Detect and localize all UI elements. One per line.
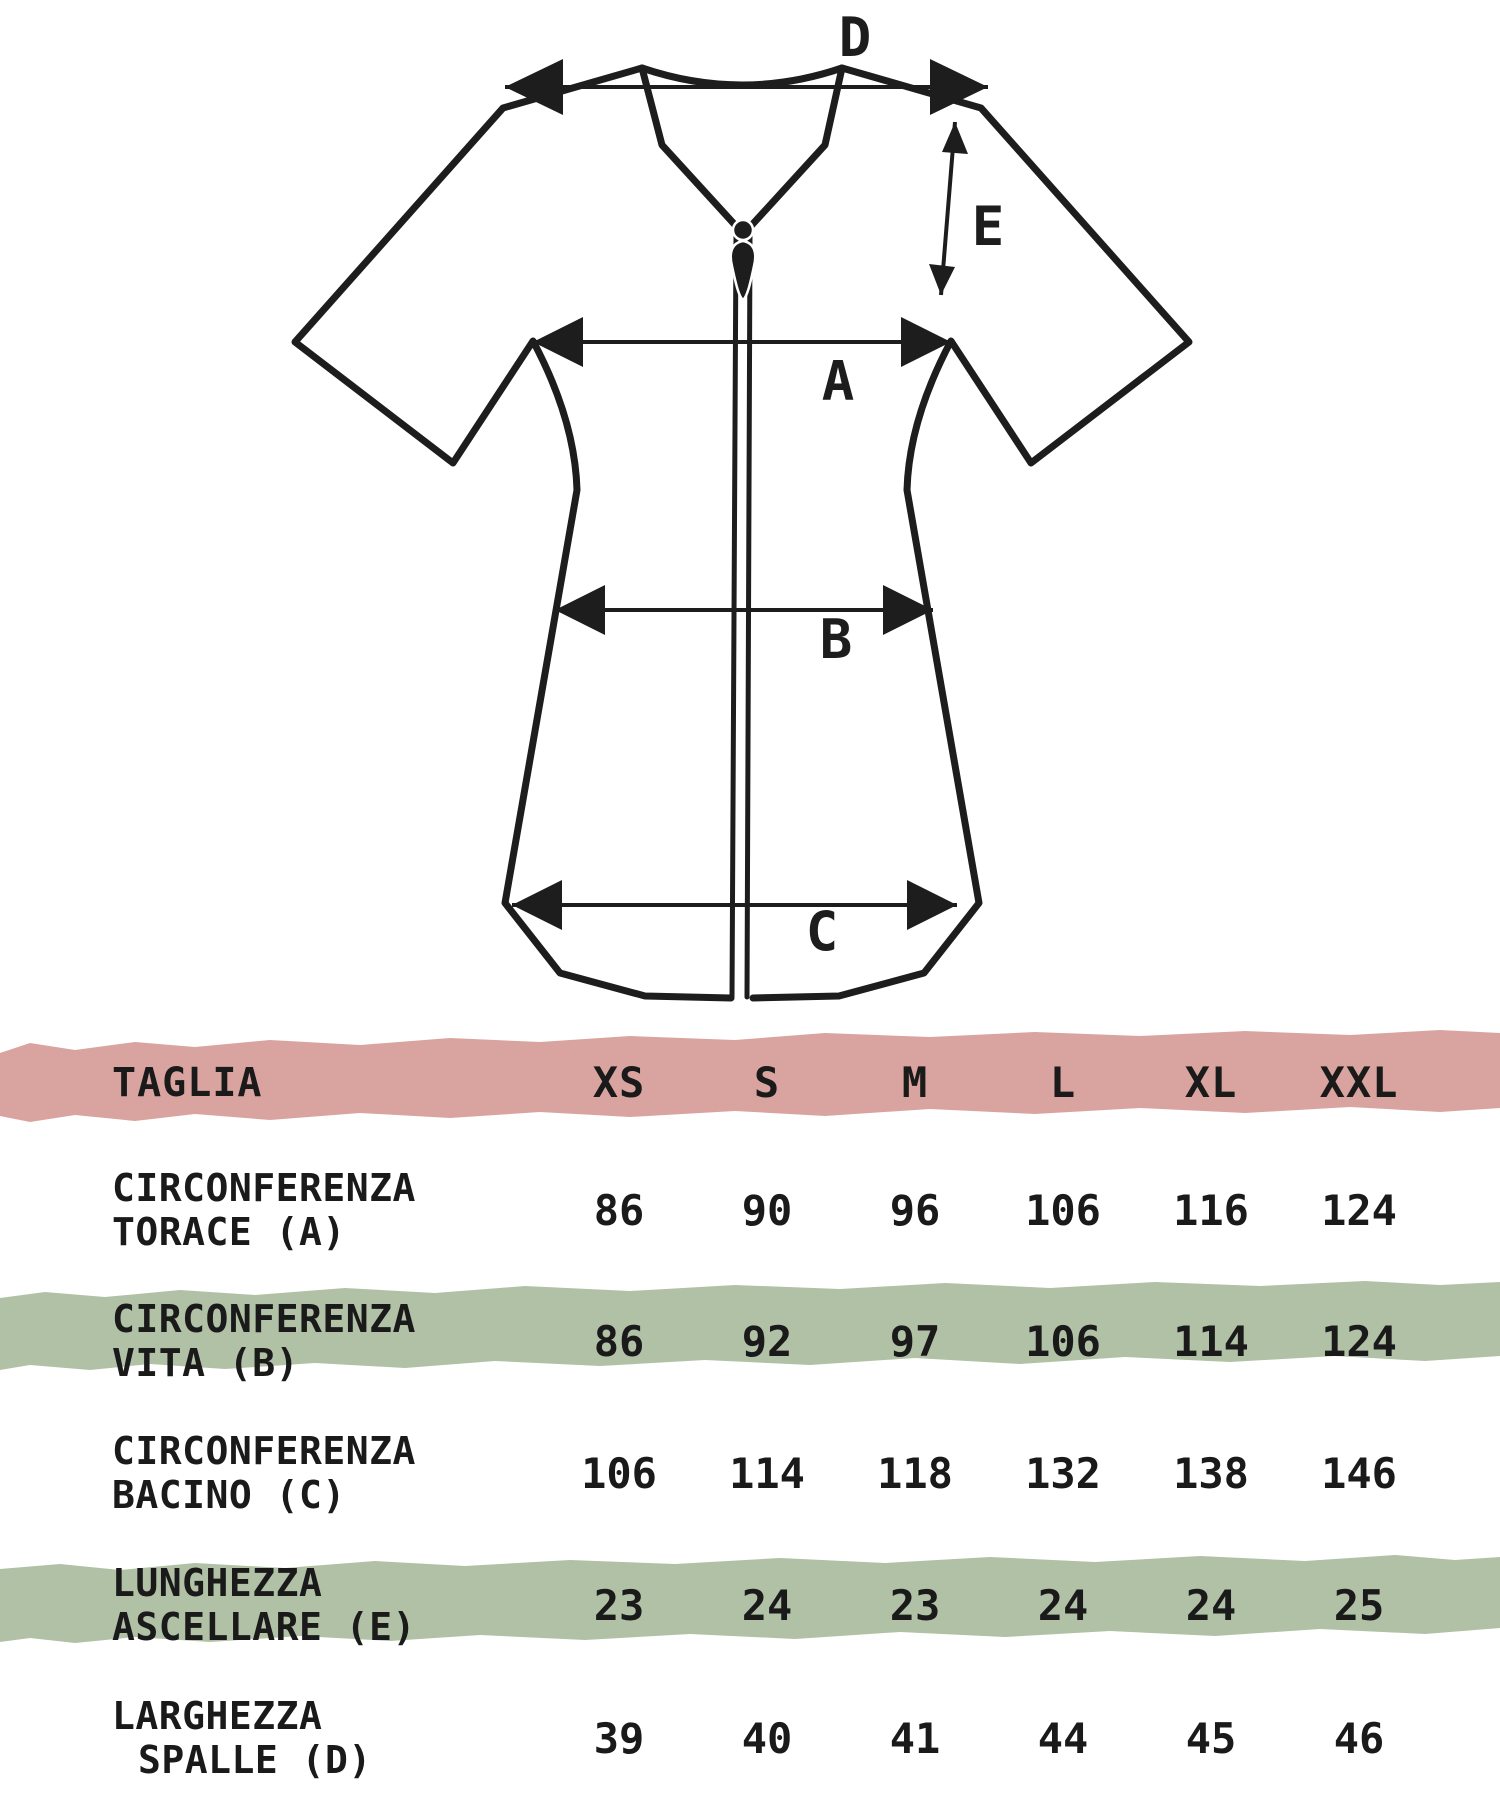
dim-label-c: C	[805, 900, 839, 963]
value-cell: 97	[889, 1316, 941, 1366]
value-cell: 45	[1185, 1713, 1237, 1763]
row-label	[0, 1166, 545, 1254]
row-label-line2: VITA (B)	[112, 1341, 300, 1385]
value-cell: 118	[877, 1448, 953, 1498]
row-label-line2: ASCELLARE (E)	[112, 1605, 416, 1649]
value-cell: 138	[1173, 1448, 1249, 1498]
value-cell: 146	[1321, 1448, 1397, 1498]
value-cell: 86	[593, 1185, 645, 1235]
size-header-xs: XS	[592, 1058, 646, 1107]
value-cell: 39	[593, 1713, 645, 1763]
row-label	[0, 1694, 545, 1782]
table-row-underarm	[0, 1550, 1500, 1660]
arrowhead-up-icon	[942, 122, 968, 154]
value-cell: 46	[1333, 1713, 1385, 1763]
row-label-line2: BACINO (C)	[112, 1473, 346, 1517]
value-cell: 24	[1185, 1580, 1237, 1630]
value-cell: 124	[1321, 1185, 1397, 1235]
row-label-line1: CIRCONFERENZA	[112, 1429, 416, 1473]
zipper-slider-icon	[733, 220, 753, 240]
table-row-shoulder	[0, 1683, 1500, 1793]
value-cell: 114	[1173, 1316, 1249, 1366]
dim-label-d: D	[838, 6, 872, 69]
garment-vneck-left	[642, 68, 736, 226]
garment-left-outline	[295, 68, 731, 998]
zipper-left-line	[732, 236, 736, 997]
size-header-m: M	[901, 1058, 929, 1107]
value-cell: 124	[1321, 1316, 1397, 1366]
arrowhead-right-icon	[907, 880, 957, 930]
value-cell: 106	[1025, 1316, 1101, 1366]
size-header-l: L	[1049, 1058, 1077, 1107]
table-row-chest	[0, 1155, 1500, 1265]
value-cell: 23	[593, 1580, 645, 1630]
row-label	[0, 1561, 545, 1649]
table-row-waist	[0, 1286, 1500, 1396]
row-label-line1: LARGHEZZA	[112, 1694, 323, 1738]
value-cell: 106	[1025, 1185, 1101, 1235]
value-cell: 114	[729, 1448, 805, 1498]
value-cell: 24	[1037, 1580, 1089, 1630]
table-row-hip	[0, 1418, 1500, 1528]
garment-vneck-right	[750, 68, 842, 227]
value-cell: 44	[1037, 1713, 1089, 1763]
value-cell: 96	[889, 1185, 941, 1235]
zipper-right-line	[747, 236, 750, 997]
row-label-line1: CIRCONFERENZA	[112, 1166, 416, 1210]
value-cell: 116	[1173, 1185, 1249, 1235]
garment-back-neckline	[642, 68, 842, 85]
row-label-line1: LUNGHEZZA	[112, 1561, 323, 1605]
row-label	[0, 1297, 545, 1385]
table-header-row	[0, 1040, 1500, 1125]
size-header-xl: XL	[1184, 1058, 1238, 1107]
value-cell: 23	[889, 1580, 941, 1630]
value-cell: 24	[741, 1580, 793, 1630]
value-cell: 25	[1333, 1580, 1385, 1630]
row-label-line1: CIRCONFERENZA	[112, 1297, 416, 1341]
row-label-line2: SPALLE (D)	[138, 1738, 372, 1782]
size-header-xxl: XXL	[1319, 1058, 1399, 1107]
value-cell: 40	[741, 1713, 793, 1763]
value-cell: 90	[741, 1185, 793, 1235]
size-header-s: S	[753, 1058, 781, 1107]
size-column-title: TAGLIA	[112, 1059, 263, 1106]
dim-label-e: E	[971, 195, 1005, 258]
value-cell: 86	[593, 1316, 645, 1366]
value-cell: 41	[889, 1713, 941, 1763]
dim-label-b: B	[819, 608, 853, 671]
arrowhead-down-icon	[929, 264, 955, 295]
dim-label-a: A	[821, 350, 855, 413]
value-cell: 132	[1025, 1448, 1101, 1498]
value-cell: 92	[741, 1316, 793, 1366]
row-label	[0, 1429, 545, 1517]
row-label-line2: TORACE (A)	[112, 1210, 346, 1254]
value-cell: 106	[581, 1448, 657, 1498]
